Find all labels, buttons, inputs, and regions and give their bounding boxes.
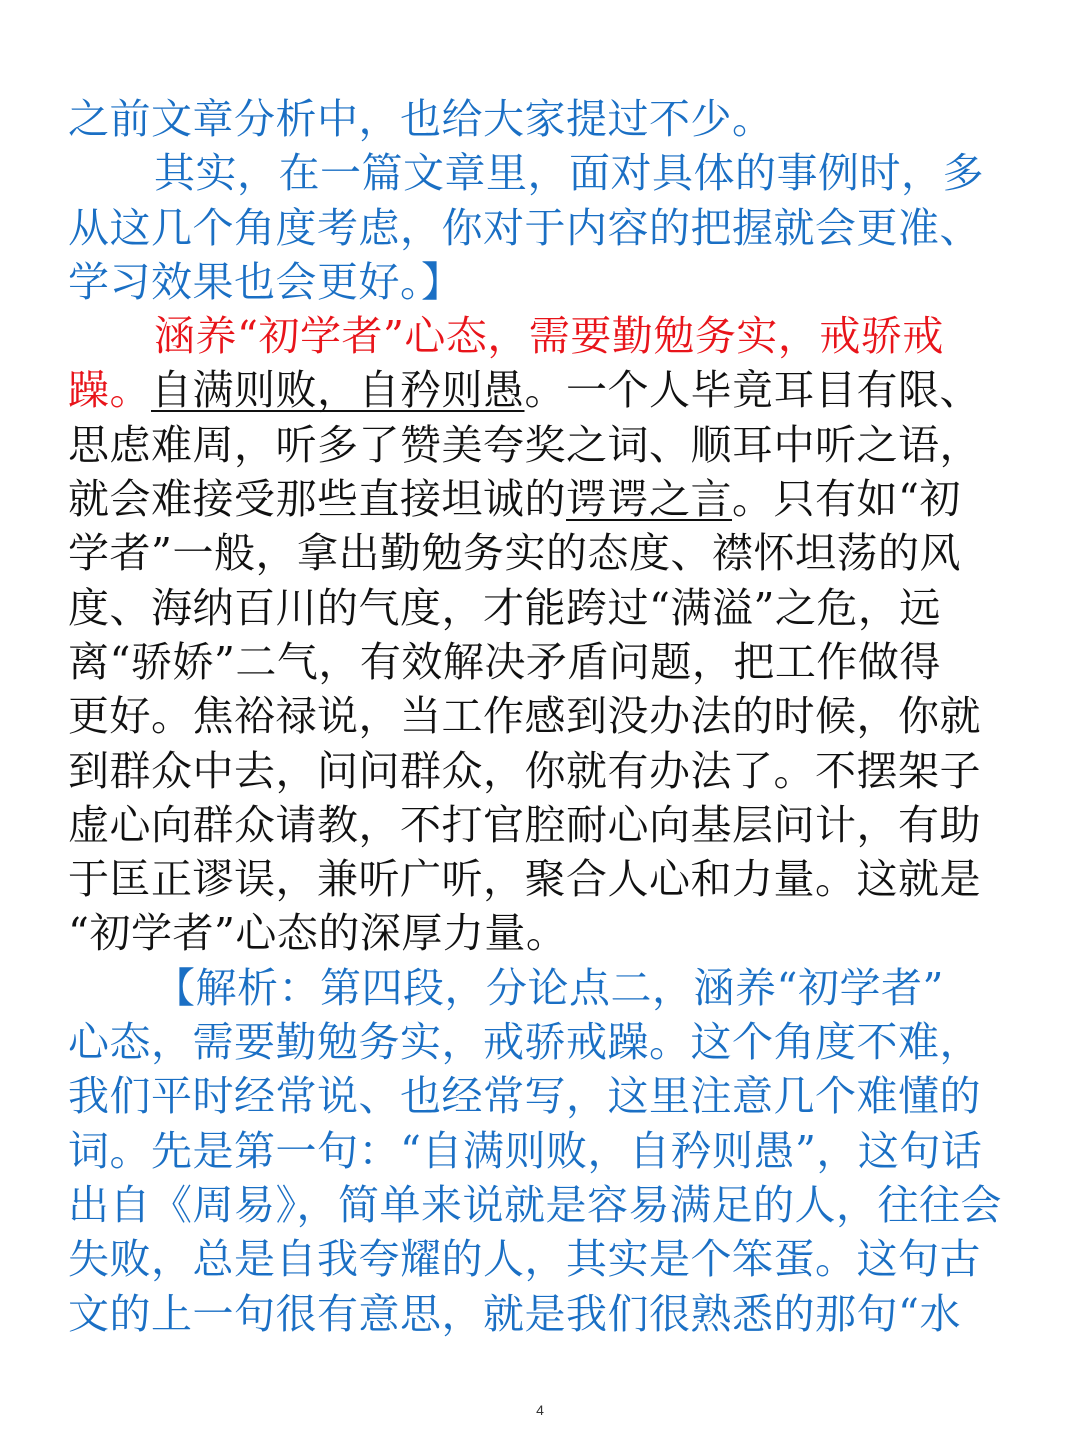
text-line <box>68 635 1012 689</box>
text-segment: 度、海纳百川的气度，才能跨过“满溢”之危，远 <box>68 583 941 632</box>
text-segment: 学习效果也会更好。】 <box>68 257 463 306</box>
text-segment: 词。先是第一句：“自满则败，自矜则愚”，这句话 <box>68 1126 983 1175</box>
text-line <box>68 1178 1012 1232</box>
text-segment: 虚心向群众请教，不打官腔耐心向基层问计，有助 <box>68 800 981 849</box>
text-segment: 文的上一句很有意思，就是我们很熟悉的那句“水 <box>68 1289 961 1338</box>
text-line <box>68 1015 1012 1069</box>
text-segment: 于匡正谬误，兼听广听，聚合人心和力量。这就是 <box>68 855 981 904</box>
text-segment: 其实，在一篇文章里，面对具体的事例时，多 <box>154 149 984 198</box>
text-segment: 学者”一般，拿出勤勉务实的态度、襟怀坦荡的风 <box>68 529 961 578</box>
text-line <box>68 526 1012 580</box>
underlined-phrase: 谔谔之言 <box>566 475 732 524</box>
text-segment: 躁。 <box>68 366 151 415</box>
text-line <box>68 1232 1012 1286</box>
text-segment: 更好。焦裕禄说，当工作感到没办法的时候，你就 <box>68 692 981 741</box>
text-line <box>68 309 1012 363</box>
text-segment: 。只有如“初 <box>732 475 961 524</box>
text-line <box>68 1069 1012 1123</box>
text-line <box>68 363 1012 417</box>
text-line <box>68 744 1012 798</box>
text-segment: 【解析：第四段，分论点二，涵养“初学者” <box>154 963 944 1012</box>
document-body <box>68 92 1012 1341</box>
text-segment: 我们平时经常说、也经常写，这里注意几个难懂的 <box>68 1072 981 1121</box>
text-segment: 就会难接受那些直接坦诚的 <box>68 475 566 524</box>
text-segment: 涵养“初学者”心态，需要勤勉务实，戒骄戒 <box>154 312 944 361</box>
text-line <box>68 418 1012 472</box>
text-segment: 思虑难周，听多了赞美夸奖之词、顺耳中听之语， <box>68 420 981 469</box>
page-number: 4 <box>536 1402 544 1418</box>
text-line <box>68 1124 1012 1178</box>
text-line <box>68 961 1012 1015</box>
text-line <box>68 852 1012 906</box>
text-line <box>68 255 1012 309</box>
text-segment: 出自《周易》，简单来说就是容易满足的人，往往会 <box>68 1180 1002 1229</box>
text-segment: “初学者”心态的深厚力量。 <box>68 909 568 958</box>
text-segment: 失败，总是自我夸耀的人，其实是个笨蛋。这句古 <box>68 1235 981 1284</box>
text-segment: 离“骄娇”二气，有效解决矛盾问题，把工作做得 <box>68 637 941 686</box>
text-segment: 从这几个角度考虑，你对于内容的把握就会更准、 <box>68 203 981 252</box>
text-segment: 之前文章分析中，也给大家提过不少。 <box>68 95 774 143</box>
text-line <box>68 689 1012 743</box>
text-line <box>68 798 1012 852</box>
text-segment: 。一个人毕竟耳目有限、 <box>524 366 981 415</box>
text-line <box>68 472 1012 526</box>
text-segment: 到群众中去，问问群众，你就有办法了。不摆架子 <box>68 746 981 795</box>
text-line <box>68 92 1012 146</box>
text-segment: 心态，需要勤勉务实，戒骄戒躁。这个角度不难， <box>68 1018 981 1067</box>
text-line <box>68 1287 1012 1341</box>
text-line <box>68 146 1012 200</box>
text-line <box>68 906 1012 960</box>
text-line <box>68 581 1012 635</box>
text-line <box>68 201 1012 255</box>
underlined-phrase: 自满则败，自矜则愚 <box>151 366 525 415</box>
